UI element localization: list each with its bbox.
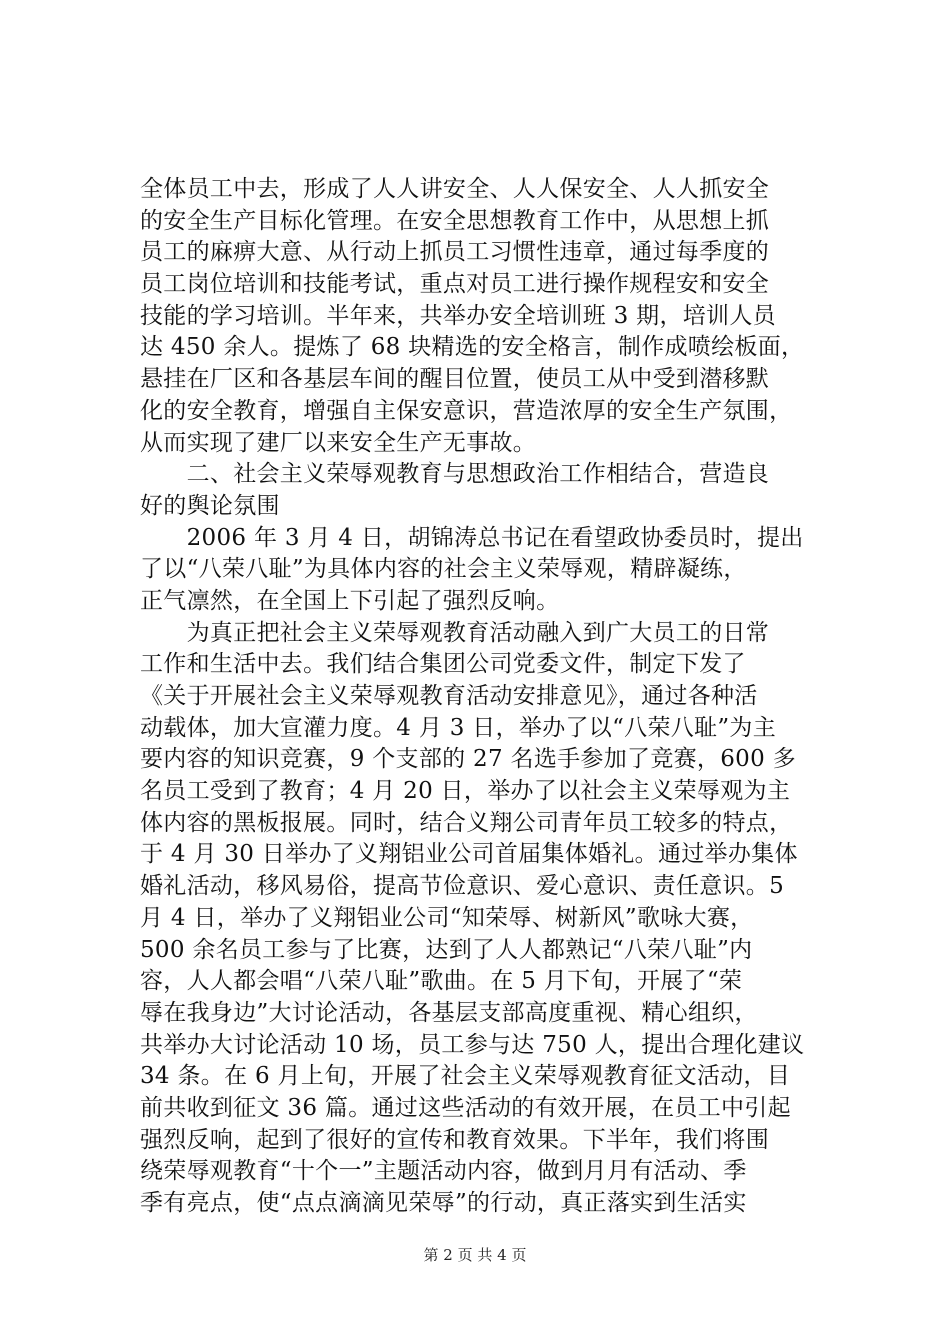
text-line: 员工的麻痹大意、从行动上抓员工习惯性违章，通过每季度的	[140, 239, 770, 266]
text-line: 了以“八荣八耻”为具体内容的社会主义荣辱观，精辟凝练，	[140, 556, 747, 583]
text-line: 前共收到征文 36 篇。通过这些活动的有效开展，在员工中引起	[140, 1094, 791, 1121]
text-line: 从而实现了建厂以来安全生产无事故。	[140, 429, 537, 456]
text-line: 辱在我身边”大讨论活动，各基层支部高度重视、精心组织，	[140, 999, 758, 1026]
text-line: 员工岗位培训和技能考试，重点对员工进行操作规程安和安全	[140, 271, 770, 298]
section-heading-line: 好的舆论氛围	[140, 492, 280, 519]
text-line: 要内容的知识竞赛，9 个支部的 27 名选手参加了竞赛，600 多	[140, 746, 796, 773]
text-line: 技能的学习培训。半年来，共举办安全培训班 3 期，培训人员	[140, 302, 776, 329]
text-line: 强烈反响，起到了很好的宣传和教育效果。下半年，我们将围	[140, 1126, 770, 1153]
text-line: 悬挂在厂区和各基层车间的醒目位置，使员工从中受到潜移默	[140, 366, 770, 393]
text-line: 2006 年 3 月 4 日，胡锦涛总书记在看望政协委员时，提出	[140, 524, 804, 551]
text-line: 《关于开展社会主义荣辱观教育活动安排意见》，通过各种活	[140, 683, 758, 709]
text-line: 共举办大讨论活动 10 场，员工参与达 750 人，提出合理化建议	[140, 1031, 805, 1058]
text-line: 婚礼活动，移风易俗，提高节俭意识、爱心意识、责任意识。5	[140, 873, 785, 900]
section-heading-line: 二、社会主义荣辱观教育与思想政治工作相结合，营造良	[140, 461, 770, 488]
text-line: 达 450 余人。提炼了 68 块精选的安全格言，制作成喷绘板面，	[140, 334, 805, 361]
page-footer	[0, 1244, 950, 1265]
text-line: 于 4 月 30 日举办了义翔铝业公司首届集体婚礼。通过举办集体	[140, 841, 798, 868]
text-line: 化的安全教育，增强自主保安意识，营造浓厚的安全生产氛围，	[140, 397, 793, 424]
text-line: 体内容的黑板报展。同时，结合义翔公司青年员工较多的特点，	[140, 809, 793, 836]
text-line: 的安全生产目标化管理。在安全思想教育工作中，从思想上抓	[140, 207, 770, 234]
document-body	[140, 174, 830, 1220]
text-line: 名员工受到了教育；4 月 20 日，举办了以社会主义荣辱观为主	[140, 778, 791, 805]
text-line: 500 余名员工参与了比赛，达到了人人都熟记“八荣八耻”内	[140, 936, 753, 963]
page-number-label: 第 2 页 共 4 页	[423, 1246, 527, 1264]
text-line: 容，人人都会唱“八荣八耻”歌曲。在 5 月下旬，开展了“荣	[140, 968, 743, 995]
text-line: 为真正把社会主义荣辱观教育活动融入到广大员工的日常	[140, 619, 770, 646]
text-line: 34 条。在 6 月上旬，开展了社会主义荣辱观教育征文活动，目	[140, 1063, 791, 1090]
text-line: 月 4 日，举办了义翔铝业公司“知荣辱、树新风”歌咏大赛，	[140, 904, 754, 931]
text-line: 季有亮点，使“点点滴滴见荣辱”的行动，真正落实到生活实	[140, 1190, 747, 1216]
text-line: 工作和生活中去。我们结合集团公司党委文件，制定下发了	[140, 651, 746, 678]
text-line: 绕荣辱观教育“十个一”主题活动内容，做到月月有活动、季	[140, 1158, 747, 1185]
text-line: 正气凛然，在全国上下引起了强烈反响。	[140, 587, 560, 614]
text-line: 全体员工中去，形成了人人讲安全、人人保安全、人人抓安全	[140, 176, 770, 202]
text-line: 动载体，加大宣灌力度。4 月 3 日，举办了以“八荣八耻”为主	[140, 714, 777, 741]
